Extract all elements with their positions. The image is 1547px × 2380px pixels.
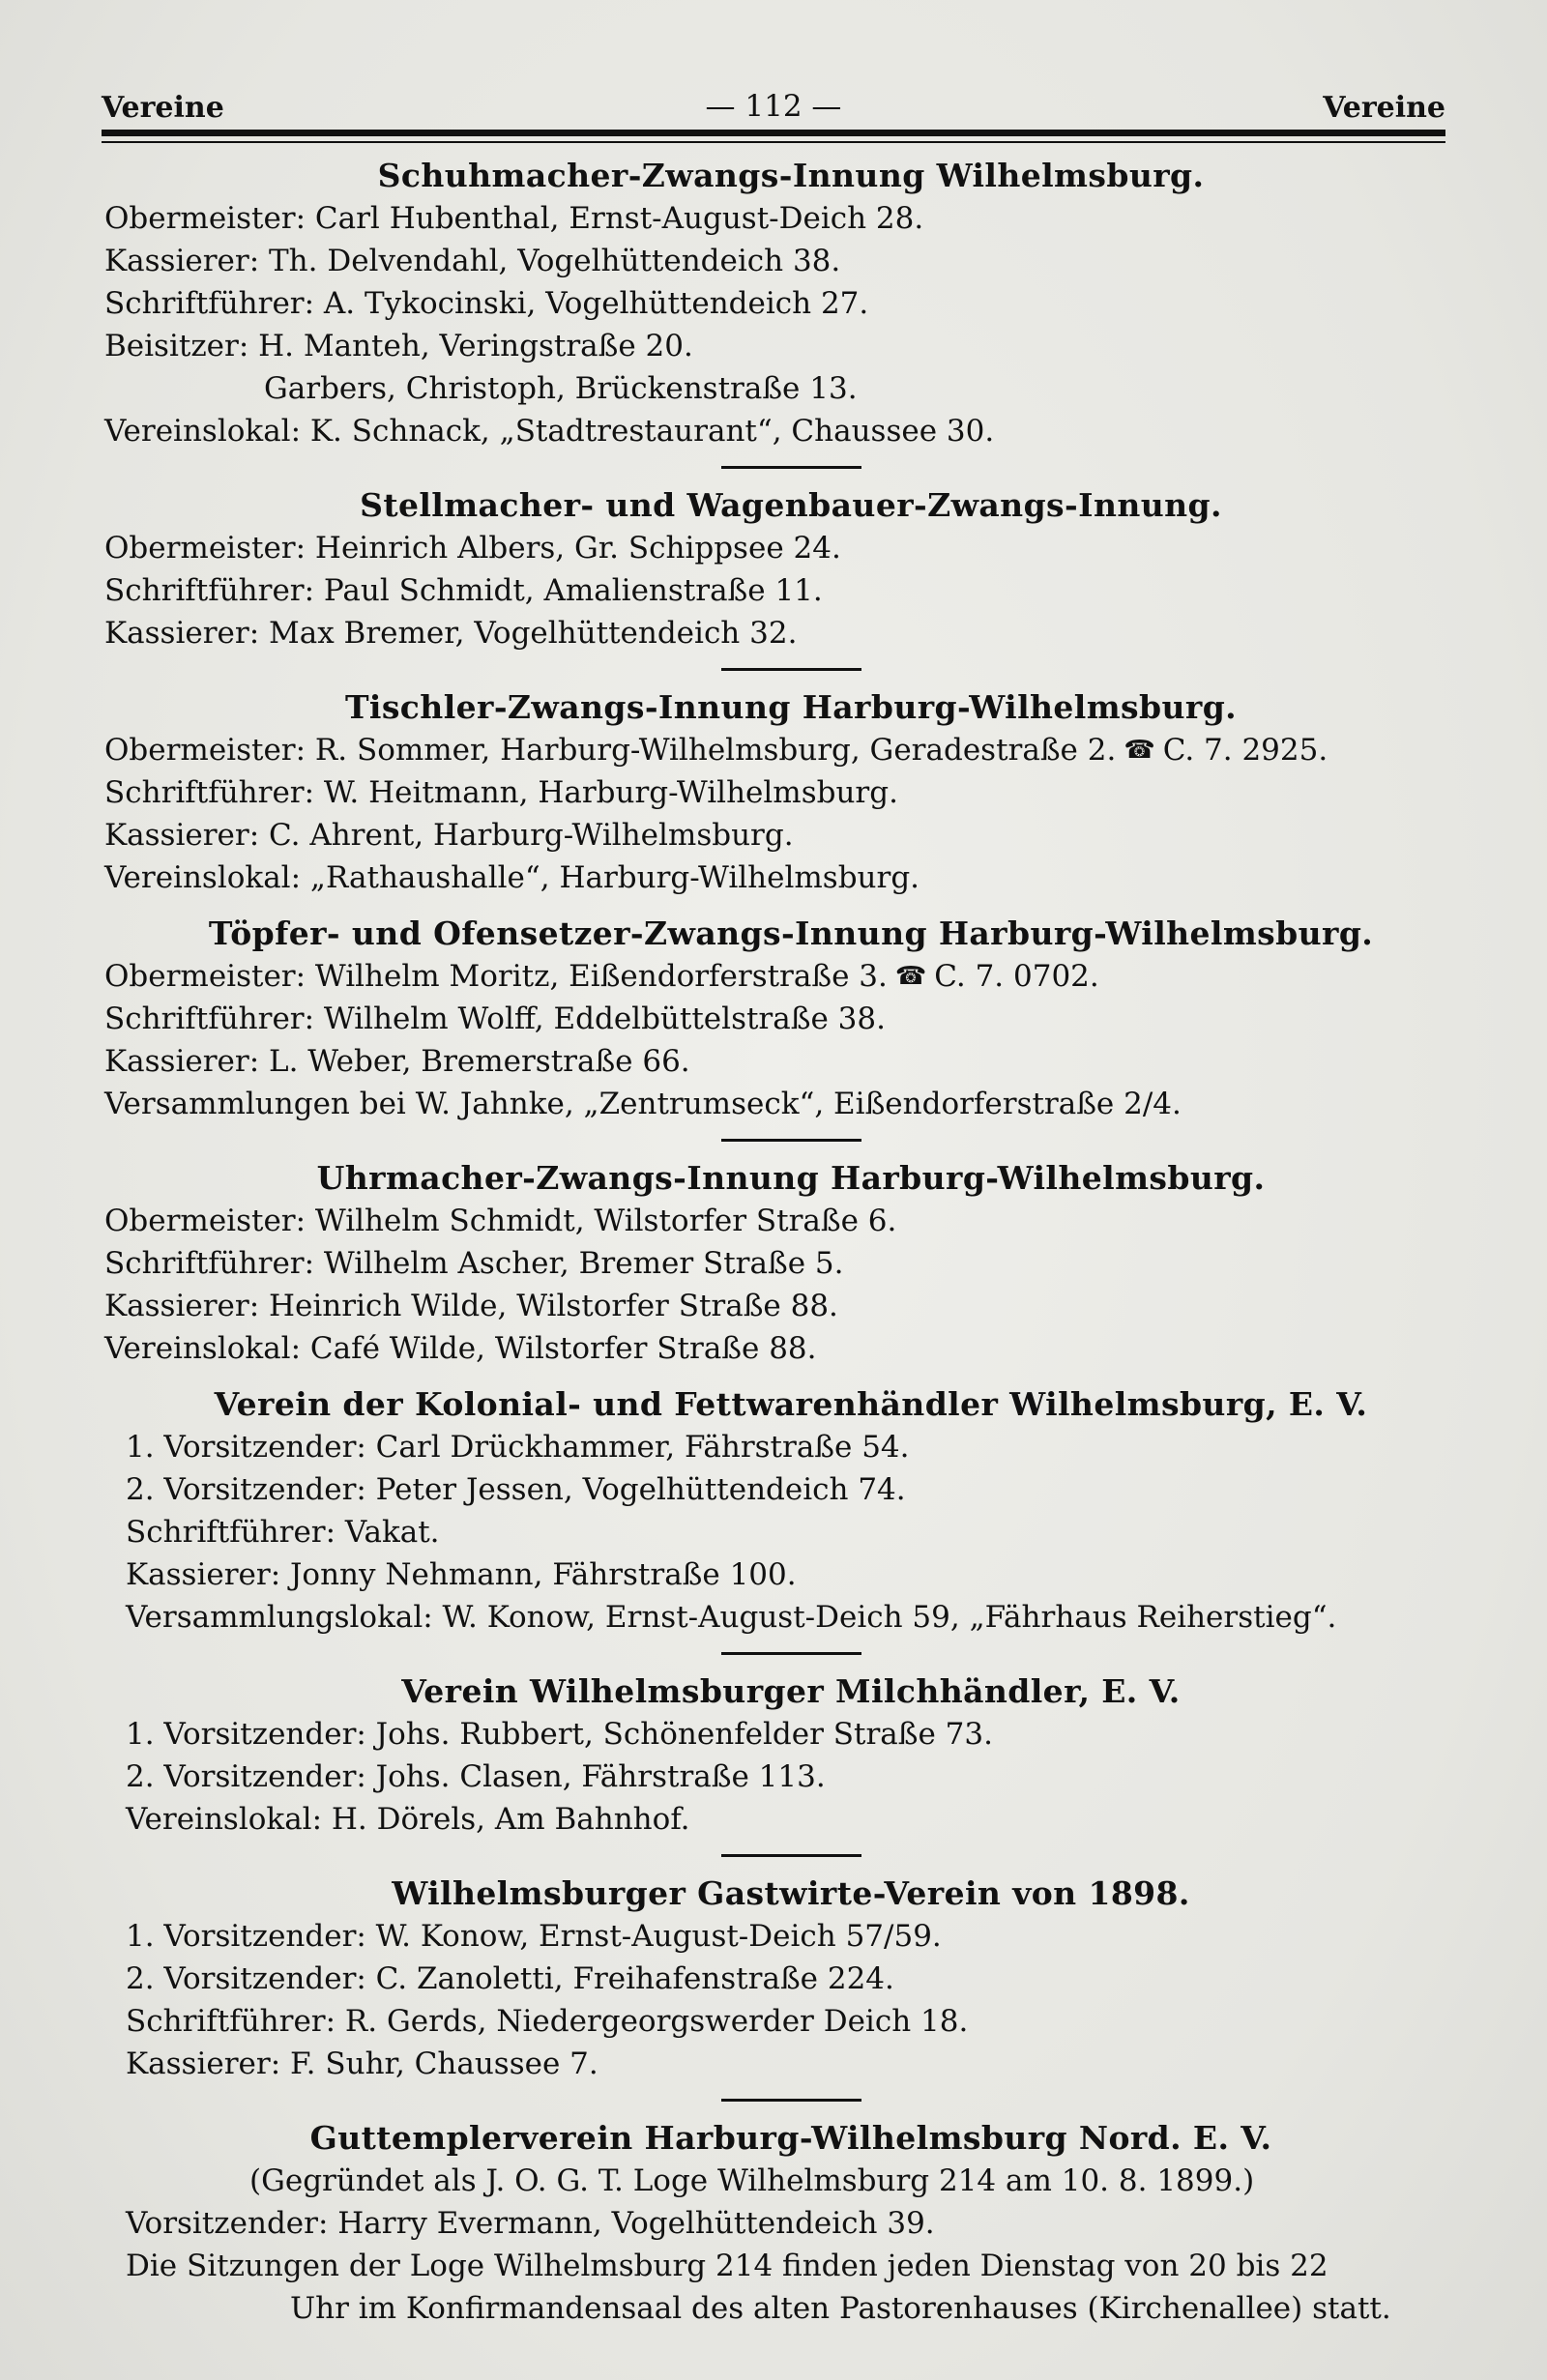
entry-line: Schriftführer: R. Gerds, Niedergeorgswerder Deich 18.	[126, 2004, 969, 2039]
entry-line: Garbers, Christoph, Brückenstraße 13.	[264, 371, 858, 406]
founding-note: (Gegründet als J. O. G. T. Loge Wilhelmsburg 214 am 10. 8. 1899.)	[249, 2163, 1255, 2198]
entry-line: Kassierer: Th. Delvendahl, Vogelhüttendeich 38.	[104, 244, 841, 278]
entry-line: Vereinslokal: K. Schnack, „Stadtrestaurant“, Chaussee 30.	[104, 414, 995, 449]
entry-line: Vorsitzender: Harry Evermann, Vogelhüttendeich 39.	[126, 2206, 935, 2241]
entry-line: Obermeister: Wilhelm Schmidt, Wilstorfer Straße 6.	[104, 1204, 897, 1238]
entry-line: Kassierer: C. Ahrent, Harburg-Wilhelmsburg.	[104, 818, 794, 853]
header-left: Vereine	[102, 91, 224, 125]
section-title: Stellmacher- und Wagenbauer-Zwangs-Innung.	[360, 486, 1222, 524]
header-rule-thick	[102, 130, 1445, 136]
entry-line: Die Sitzungen der Loge Wilhelmsburg 214 finden jeden Dienstag von 20 bis 22	[126, 2249, 1328, 2283]
entry-line	[104, 729, 1477, 771]
entry-line: 1. Vorsitzender: Carl Drückhammer, Fährstraße 54.	[126, 1430, 910, 1465]
section-title: Verein Wilhelmsburger Milchhändler, E. V.	[401, 1672, 1181, 1710]
entry-line: Schriftführer: A. Tykocinski, Vogelhüttendeich 27.	[104, 286, 869, 321]
section-title: Guttemplerverein Harburg-Wilhelmsburg Nord. E. V.	[309, 2119, 1272, 2157]
entry-line: Vereinslokal: Café Wilde, Wilstorfer Straße 88.	[104, 1331, 817, 1366]
directory-content	[104, 153, 1477, 2330]
section-divider	[721, 1139, 861, 1142]
entry-line: Vereinslokal: H. Dörels, Am Bahnhof.	[126, 1802, 690, 1837]
section-divider	[721, 1652, 861, 1655]
section-divider	[721, 466, 861, 469]
telephone-icon: ☎	[1124, 736, 1155, 765]
running-head	[102, 89, 1445, 128]
entry-line: Uhr im Konfirmandensaal des alten Pastorenhauses (Kirchenallee) statt.	[290, 2291, 1391, 2326]
entry-line: Schriftführer: Wilhelm Ascher, Bremer Straße 5.	[104, 1246, 844, 1281]
entry-line: Versammlungen bei W. Jahnke, „Zentrumseck“, Eißendorferstraße 2/4.	[104, 1087, 1182, 1121]
section-gastwirte	[104, 1872, 1477, 2085]
section-milchhaendler	[104, 1670, 1477, 1841]
telephone-icon: ☎	[894, 962, 927, 991]
entry-line: 1. Vorsitzender: W. Konow, Ernst-August-Deich 57/59.	[126, 1919, 942, 1954]
header-right: Vereine	[1323, 91, 1445, 125]
section-title: Verein der Kolonial- und Fettwarenhändler Wilhelmsburg, E. V.	[214, 1385, 1368, 1423]
page-number: — 112 —	[705, 89, 842, 124]
section-divider	[721, 1854, 861, 1857]
entry-line: Obermeister: Carl Hubenthal, Ernst-August-Deich 28.	[104, 201, 924, 236]
entry-line: 2. Vorsitzender: C. Zanoletti, Freihafenstraße 224.	[126, 1961, 894, 1996]
entry-line: Kassierer: Max Bremer, Vogelhüttendeich 32.	[104, 616, 798, 651]
entry-line: 2. Vorsitzender: Johs. Clasen, Fährstraße 113.	[126, 1759, 826, 1794]
section-title: Wilhelmsburger Gastwirte-Verein von 1898.	[392, 1874, 1190, 1912]
section-tischler	[104, 686, 1477, 899]
section-title: Töpfer- und Ofensetzer-Zwangs-Innung Harburg-Wilhelmsburg.	[208, 914, 1374, 952]
phone-number: C. 7. 0702.	[934, 959, 1099, 994]
entry-text: Obermeister: R. Sommer, Harburg-Wilhelmsburg, Geradestraße 2.	[104, 733, 1117, 768]
section-divider	[721, 668, 861, 671]
entry-text: Obermeister: Wilhelm Moritz, Eißendorferstraße 3.	[104, 959, 888, 994]
section-title: Uhrmacher-Zwangs-Innung Harburg-Wilhelmsburg.	[316, 1159, 1266, 1197]
entry-line: Schriftführer: Vakat.	[126, 1515, 440, 1550]
entry-line: Schriftführer: Wilhelm Wolff, Eddelbüttelstraße 38.	[104, 1001, 886, 1036]
section-toepfer	[104, 913, 1477, 1125]
section-guttempler	[104, 2117, 1477, 2330]
entry-line: 2. Vorsitzender: Peter Jessen, Vogelhüttendeich 74.	[126, 1472, 906, 1507]
entry-line: 1. Vorsitzender: Johs. Rubbert, Schönenfelder Straße 73.	[126, 1717, 993, 1752]
entry-line: Beisitzer: H. Manteh, Veringstraße 20.	[104, 329, 693, 363]
section-stellmacher	[104, 484, 1477, 654]
phone-number: C. 7. 2925.	[1162, 733, 1328, 768]
section-uhrmacher	[104, 1157, 1477, 1370]
section-kolonialwaren	[104, 1383, 1477, 1639]
header-rule-thin	[102, 141, 1445, 143]
entry-line: Versammlungslokal: W. Konow, Ernst-August-Deich 59, „Fährhaus Reiherstieg“.	[126, 1600, 1337, 1635]
entry-line: Kassierer: L. Weber, Bremerstraße 66.	[104, 1044, 690, 1079]
entry-line: Kassierer: Jonny Nehmann, Fährstraße 100.	[126, 1557, 797, 1592]
entry-line: Kassierer: Heinrich Wilde, Wilstorfer Straße 88.	[104, 1289, 838, 1323]
entry-line: Kassierer: F. Suhr, Chaussee 7.	[126, 2046, 598, 2081]
entry-line: Vereinslokal: „Rathaushalle“, Harburg-Wilhelmsburg.	[104, 860, 920, 895]
entry-line	[104, 955, 1477, 998]
entry-line: Schriftführer: W. Heitmann, Harburg-Wilhelmsburg.	[104, 775, 898, 810]
section-title: Tischler-Zwangs-Innung Harburg-Wilhelmsburg.	[344, 688, 1238, 726]
section-schuhmacher	[104, 155, 1477, 452]
section-divider	[721, 2099, 861, 2102]
entry-line: Schriftführer: Paul Schmidt, Amalienstraße 11.	[104, 573, 823, 608]
section-title: Schuhmacher-Zwangs-Innung Wilhelmsburg.	[377, 157, 1205, 194]
entry-line: Obermeister: Heinrich Albers, Gr. Schippsee 24.	[104, 531, 841, 566]
